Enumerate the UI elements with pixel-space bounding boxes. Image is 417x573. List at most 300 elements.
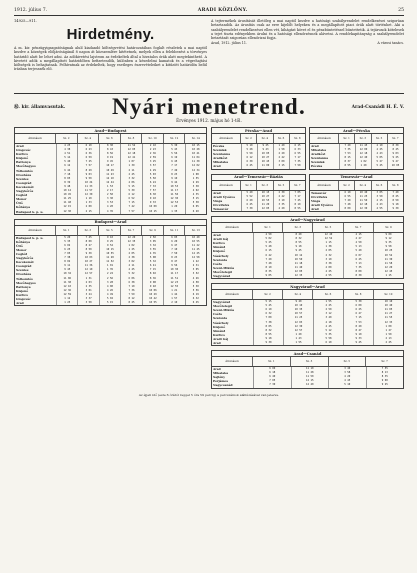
time-cell: 9 03: [387, 152, 403, 156]
time-cell: 8 32: [253, 329, 283, 333]
time-cell: 6 02: [56, 244, 77, 248]
station-name: Mezőhegyes: [16, 164, 36, 169]
table-row: [212, 207, 305, 211]
time-cell: 12 10: [99, 177, 120, 181]
time-cell: 6 07: [343, 254, 373, 258]
station-name: Monor: [16, 197, 27, 202]
time-cell: 10 12: [56, 189, 77, 193]
time-cell: 11 28: [99, 256, 120, 260]
time-cell: 6 05: [185, 205, 206, 209]
time-cell: 2 56: [99, 277, 120, 281]
table-header-cell: Állomások: [310, 181, 339, 190]
time-cell: 7 53: [343, 321, 373, 325]
table-header-cell: Sz. 7: [344, 223, 374, 232]
time-cell: 2 45: [120, 173, 141, 177]
table-row: [212, 274, 403, 278]
time-cell: 5 52: [241, 195, 257, 199]
time-cell: 12 58: [185, 256, 206, 260]
time-cell: 12 10: [77, 268, 98, 272]
time-cell: 6 25: [56, 248, 77, 252]
station-name: Kisjenő: [16, 288, 29, 293]
time-cell: 6 18: [253, 371, 291, 375]
time-cell: 9 10: [99, 236, 120, 240]
station-name: Kurtics: [16, 152, 28, 157]
time-cell: 12 15: [291, 379, 329, 383]
time-cell: 11 23: [99, 173, 120, 177]
time-cell: 1 12: [56, 297, 77, 301]
time-cell: 2 50: [142, 236, 163, 240]
station-name: Arad: [16, 144, 24, 148]
timetable-banner: [14, 94, 404, 119]
table-header-cell: Sz. 9: [385, 226, 392, 230]
time-cell: 1 22: [185, 260, 206, 264]
time-cell: 9 18: [387, 203, 403, 207]
time-cell: 9 10: [343, 333, 373, 337]
time-cell: 11 52: [120, 144, 141, 148]
time-cell: 12 44: [99, 181, 120, 185]
time-cell: 9 05: [253, 274, 283, 278]
time-cell: 5 12: [313, 329, 343, 333]
time-cell: 11 05: [373, 308, 403, 312]
time-cell: 5 15: [253, 300, 283, 304]
time-cell: 1 21: [163, 289, 184, 293]
header-rule: [14, 15, 404, 16]
station-name: Szentanna: [213, 152, 230, 157]
time-cell: 2 36: [142, 152, 163, 156]
time-cell: 4 55: [313, 274, 343, 278]
time-cell: 12 57: [283, 329, 313, 333]
station-name: Nagykőrös: [16, 189, 34, 194]
time-cell: 3 50: [77, 301, 98, 305]
time-cell: 10 53: [163, 185, 184, 189]
table-header: [310, 134, 403, 144]
table-title: Arad—Csanád: [212, 351, 403, 357]
time-cell: 2 38: [120, 256, 141, 260]
time-cell: 7 17: [289, 195, 305, 199]
timetable-t6: [309, 174, 404, 212]
time-cell: 10 27: [77, 260, 98, 264]
station-name: Cséfa: [213, 261, 222, 266]
time-cell: 9 12: [373, 237, 403, 241]
station-name: Mezőtelegd: [213, 304, 232, 309]
time-cell: 3 40: [328, 367, 366, 371]
table-header-cell: Sz. 6: [274, 134, 290, 143]
notice-column: [211, 17, 404, 93]
time-cell: 6 00: [343, 304, 373, 308]
time-cell: 4 10: [371, 144, 387, 148]
time-cell: 7 57: [120, 210, 141, 214]
table-header-cell: Sz. 5: [329, 357, 367, 366]
time-cell: 8 10: [289, 203, 305, 207]
time-cell: 10 03: [77, 256, 98, 260]
time-cell: 1 35: [163, 210, 184, 214]
time-cell: 6 10: [313, 341, 343, 345]
time-cell: 5 15: [120, 185, 141, 189]
time-cell: 1 57: [163, 297, 184, 301]
table-header-cell: Sz. 5: [313, 223, 343, 232]
station-name: Szentanna: [311, 156, 328, 161]
time-cell: 6 12: [56, 164, 77, 168]
time-cell: 1 02: [355, 160, 371, 164]
time-cell: 7 15: [142, 268, 163, 272]
table-body: [310, 144, 403, 169]
station-name: Szalonta: [213, 257, 227, 262]
table-body: [212, 233, 403, 278]
time-cell: 5 32: [120, 272, 141, 276]
time-cell: 9 25: [99, 240, 120, 244]
time-cell: 8 56: [99, 152, 120, 156]
time-cell: 6 20: [241, 199, 257, 203]
time-cell: 10 10: [373, 300, 403, 304]
station-name: Szent-Miklós: [213, 265, 235, 270]
station-name: Csongrád: [16, 180, 32, 185]
time-cell: 10 27: [257, 156, 273, 160]
time-cell: 6 15: [289, 144, 305, 148]
time-cell: 10 55: [257, 199, 273, 203]
time-cell: 5 50: [142, 177, 163, 181]
station-name: Arad: [311, 144, 319, 148]
time-cell: 3 57: [142, 164, 163, 168]
time-cell: 3 05: [142, 240, 163, 244]
time-cell: 3 12: [313, 312, 343, 316]
time-cell: 6 24: [142, 181, 163, 185]
time-cell: 1 20: [163, 205, 184, 209]
timetable-title: Nyári menetrend.: [111, 94, 307, 119]
time-cell: 7 50: [163, 252, 184, 256]
time-cell: 12 00: [355, 148, 371, 152]
time-cell: 2 00: [77, 205, 98, 209]
time-cell: 5 43: [163, 148, 184, 152]
time-cell: 10 57: [283, 312, 313, 316]
table-header-cell: Sz. 8: [344, 290, 374, 299]
time-cell: 2 05: [120, 252, 141, 256]
time-cell: 4 00: [313, 266, 343, 270]
time-cell: 6 47: [343, 312, 373, 316]
time-cell: 9 30: [77, 252, 98, 256]
time-cell: 1 01: [99, 264, 120, 268]
time-cell: 10 29: [142, 293, 163, 297]
time-cell: 12 10: [56, 285, 77, 289]
station-name: Tótkomlós: [16, 276, 33, 281]
time-cell: 12 18: [355, 152, 371, 156]
table-header-cell: Sz. 1: [241, 181, 257, 190]
time-cell: 9 30: [253, 341, 283, 345]
time-cell: 4 50: [343, 241, 373, 245]
table-header: [310, 181, 403, 191]
time-cell: 2 25: [373, 341, 403, 345]
station-name: Szalonta: [213, 316, 227, 321]
station-name: Kőbánya: [16, 239, 30, 244]
table-header-cell: Sz. 5: [99, 226, 121, 235]
time-cell: 7 45: [77, 236, 98, 240]
table-header-cell: Állomások: [15, 134, 56, 143]
time-cell: 12 35: [120, 240, 141, 244]
table-header-cell: Állomások: [212, 290, 253, 299]
time-cell: 4 35: [142, 252, 163, 256]
time-cell: 10 50: [283, 258, 313, 262]
time-cell: 7 57: [142, 189, 163, 193]
station-name: Temesvár: [311, 190, 327, 195]
time-cell: 5 03: [142, 173, 163, 177]
time-cell: 3 32: [120, 177, 141, 181]
time-cell: 6 12: [241, 156, 257, 160]
notice-place-date: Arad, 1912. július 11.: [211, 41, 247, 46]
time-cell: 4 18: [313, 321, 343, 325]
time-cell: 2 15: [77, 210, 98, 214]
station-name: Aradi Gáj: [213, 237, 229, 242]
time-cell: 6 00: [253, 367, 291, 371]
time-cell: 5 02: [99, 297, 120, 301]
station-name: Budapest k. p. u.: [16, 235, 44, 240]
station-name: Cegléd: [16, 251, 28, 256]
table-body: [212, 367, 403, 387]
time-cell: 12 45: [373, 270, 403, 274]
time-cell: 8 23: [163, 173, 184, 177]
time-cell: 10 15: [142, 210, 163, 214]
time-cell: 12 30: [283, 325, 313, 329]
time-cell: 7 35: [289, 160, 305, 164]
time-cell: 11 45: [185, 248, 206, 252]
time-cell: 8 23: [163, 256, 184, 260]
station-name: Üllő: [16, 201, 23, 206]
time-cell: 4 20: [99, 205, 120, 209]
station-name: Arad: [311, 206, 319, 211]
time-cell: 7 36: [120, 289, 141, 293]
station-name: Nagyvárad: [213, 273, 231, 278]
table-header: [212, 181, 305, 191]
time-cell: 1 35: [99, 268, 120, 272]
timetable-right-column: [211, 127, 404, 393]
table-row: [15, 210, 206, 214]
station-name: Aradi Újváros: [213, 194, 235, 199]
station-name: Mezőtelegd: [213, 269, 232, 274]
time-cell: 11 17: [163, 189, 184, 193]
time-cell: 7 20: [339, 199, 355, 203]
time-cell: 5 27: [371, 160, 387, 164]
time-cell: 2 13: [373, 337, 403, 341]
station-name: Szemlak: [311, 160, 325, 165]
time-cell: 5 28: [241, 148, 257, 152]
time-cell: 9 08: [142, 281, 163, 285]
time-cell: 10 06: [142, 289, 163, 293]
time-cell: 4 35: [185, 193, 206, 197]
time-cell: 7 49: [163, 169, 184, 173]
time-cell: 3 58: [328, 371, 366, 375]
time-cell: 5 40: [241, 191, 257, 195]
table-header-cell: Sz. 1: [253, 223, 283, 232]
time-cell: 7 05: [289, 191, 305, 195]
time-cell: 10 55: [185, 240, 206, 244]
time-cell: 7 57: [77, 164, 98, 168]
time-cell: 8 05: [56, 177, 77, 181]
timetable-left-column: [14, 127, 207, 393]
time-cell: 6 40: [253, 375, 291, 379]
table-title: Budapest—Arad: [15, 220, 206, 226]
table-header: [212, 357, 403, 367]
time-cell: 11 00: [257, 164, 273, 168]
table-title: Arad—Nagyvárad: [212, 217, 403, 223]
time-cell: 3 40: [313, 316, 343, 320]
time-cell: 8 10: [253, 266, 283, 270]
time-cell: 3 25: [142, 160, 163, 164]
station-name: Kurtics: [16, 292, 28, 297]
time-cell: 10 15: [99, 248, 120, 252]
timetable-t7: [211, 216, 404, 279]
time-cell: 4 15: [343, 233, 373, 237]
station-name: Cegléd: [16, 193, 28, 198]
time-cell: 6 15: [253, 249, 283, 253]
time-cell: 9 50: [77, 177, 98, 181]
time-cell: 11 25: [283, 316, 313, 320]
table-header-cell: Sz. 13: [191, 228, 200, 232]
time-cell: 1 25: [120, 248, 141, 252]
time-cell: 11 58: [373, 262, 403, 266]
time-cell: 12 41: [120, 156, 141, 160]
time-cell: 11 40: [283, 266, 313, 270]
station-name: Nagycsanád: [213, 383, 233, 388]
table-header: [212, 290, 403, 300]
notice-signer: A városi tanács.: [377, 41, 404, 46]
time-cell: 12 02: [185, 164, 206, 168]
time-cell: 8 35: [366, 375, 404, 379]
table-header: [212, 134, 305, 144]
timetable-validity: Érvényes 1912. május hó 1-től.: [176, 118, 242, 123]
table-header-cell: Sz. 3: [291, 357, 329, 366]
time-cell: 7 05: [253, 379, 291, 383]
ad-body: A m. kir. pénzügyigazgatóságnak alulí kiadandó költségvetési határozatában foglalt részletek a mai naptól kezdve a községek elöljáróságánál 8 napon át közszemlére kitétetnek, melyek ellen a felebbezést a törvényes határidő alatt be lehet adni. Az adókivetési lajstrom az érdekeltek által a hivatalos órák alatt megtekinthető. A kivetett adók a megállapított határidőben befizetendők, különben a késedelmi kamatok és a végrehajtási költségek is behajtatnak. Felhívatnak az érdekeltek, hogy esetleges észrevételeiket a kitűzött határidőn belül írásban terjesszék elő.: [14, 46, 207, 72]
station-name: Sajtény: [213, 375, 225, 380]
time-cell: 10 00: [142, 205, 163, 209]
time-cell: 2 50: [313, 308, 343, 312]
table-row: [212, 164, 305, 168]
table-title: Pécska—Arad: [212, 128, 305, 134]
time-cell: 3 05: [185, 268, 206, 272]
time-cell: 1 44: [163, 293, 184, 297]
time-cell: 1 27: [373, 329, 403, 333]
time-cell: 7 30: [241, 207, 257, 211]
time-cell: 11 52: [99, 260, 120, 264]
time-cell: 7 50: [289, 164, 305, 168]
time-cell: 12 18: [120, 152, 141, 156]
station-name: Arad: [213, 233, 221, 238]
time-cell: 8 55: [253, 333, 283, 337]
station-name: Glogovác: [16, 297, 31, 301]
time-cell: 2 42: [273, 195, 289, 199]
time-cell: 9 48: [56, 185, 77, 189]
time-cell: 5 45: [371, 164, 387, 168]
table-header-cell: Sz. 4: [355, 181, 371, 190]
time-cell: 4 43: [371, 203, 387, 207]
time-cell: 6 55: [289, 152, 305, 156]
time-cell: 6 45: [241, 203, 257, 207]
time-cell: 8 55: [339, 164, 355, 168]
table-header-cell: Sz. 12: [164, 134, 186, 143]
time-cell: 11 30: [373, 258, 403, 262]
table-header-cell: Állomások: [212, 357, 253, 366]
timetable-pair-top: [211, 127, 404, 174]
time-cell: 8 25: [120, 301, 141, 305]
table-header-cell: Sz. 8: [392, 183, 399, 187]
station-name: Szemlak: [213, 148, 227, 153]
time-cell: 3 32: [142, 244, 163, 248]
time-cell: 12 53: [163, 201, 184, 205]
time-cell: 12 36: [56, 289, 77, 293]
time-cell: 10 41: [185, 152, 206, 156]
time-cell: 5 15: [185, 197, 206, 201]
time-cell: 8 00: [77, 240, 98, 244]
time-cell: 7 53: [339, 152, 355, 156]
time-cell: 8 29: [77, 169, 98, 173]
time-cell: 7 59: [120, 293, 141, 297]
time-cell: 10 15: [185, 144, 206, 148]
table-header: [15, 226, 206, 236]
time-cell: 4 02: [185, 189, 206, 193]
time-cell: 6 10: [339, 191, 355, 195]
time-cell: 4 20: [273, 207, 289, 211]
time-cell: 1 02: [120, 244, 141, 248]
station-name: Aradkövi: [213, 156, 228, 161]
time-cell: 11 50: [163, 193, 184, 197]
time-cell: 6 20: [163, 240, 184, 244]
station-name: Vásárhely: [213, 253, 229, 258]
time-cell: 10 05: [387, 164, 403, 168]
timetable-footnote: Az éjjeli idő (este 6 órától reggel 5 óra 59 percig) a percszámok aláhúzásával van jelezve.: [138, 392, 280, 397]
station-name: Pécska: [213, 144, 225, 148]
header-title: ARADI KÖZLÖNY.: [197, 8, 248, 13]
station-name: Kurtics: [213, 332, 225, 337]
table-header-cell: Sz. 5: [274, 181, 290, 190]
time-cell: 3 01: [77, 289, 98, 293]
time-cell: 9 18: [283, 245, 313, 249]
station-name: Mikalaka: [311, 148, 327, 153]
time-cell: 2 42: [273, 156, 289, 160]
table-body: [15, 236, 206, 306]
notice-signature: [211, 41, 404, 45]
time-cell: 11 55: [373, 316, 403, 320]
time-cell: 2 25: [313, 304, 343, 308]
station-name: Aradi Gáj: [213, 336, 229, 341]
table-body: [212, 300, 403, 345]
table-header-cell: Sz. 10: [142, 134, 164, 143]
time-cell: 12 57: [77, 272, 98, 276]
station-name: Kisjenő: [213, 249, 226, 254]
time-cell: 3 30: [99, 197, 120, 201]
time-cell: 10 17: [99, 164, 120, 168]
time-cell: 8 15: [339, 156, 355, 160]
time-cell: 7 55: [366, 367, 404, 371]
station-name: Szentes: [16, 176, 29, 181]
time-cell: 8 55: [283, 241, 313, 245]
time-cell: 12 25: [185, 252, 206, 256]
time-cell: 12 35: [283, 274, 313, 278]
time-cell: 10 27: [257, 195, 273, 199]
time-cell: 4 45: [328, 379, 366, 383]
station-name: Kisjenő: [16, 156, 29, 161]
time-cell: 6 44: [56, 169, 77, 173]
time-cell: 3 10: [313, 258, 343, 262]
notice-body: A tejtermékek árusítását illetőleg a mai naptól kezdve a hatósági szabályrendelet rendelkezései szigorúan betartandók. Az árusítás csak az erre kijelölt helyeken és a megállapított piaci órák alatt történhet. Aki a szabályrendelet rendelkezései ellen vét, kihágást követ el és pénzbüntetéssel büntettetik. A tejárusok kötelesek a tejet tiszta edényekben árulni és a hatósági ellenőrzésnek alávetni. A rendőrkapitányság a szabályrendelet betartását szigorúan ellenőrizni fogja.: [211, 19, 404, 41]
station-name: Szent-Miklós: [213, 308, 235, 313]
time-cell: 4 26: [99, 289, 120, 293]
time-cell: 9 30: [387, 207, 403, 211]
station-name: Aradi Újváros: [311, 202, 333, 207]
station-name: Kecskemét: [16, 184, 34, 189]
time-cell: 7 15: [343, 316, 373, 320]
table-body: [212, 191, 305, 211]
time-cell: 8 30: [343, 274, 373, 278]
time-cell: 10 35: [283, 308, 313, 312]
table-header-cell: Sz. 6: [313, 290, 343, 299]
